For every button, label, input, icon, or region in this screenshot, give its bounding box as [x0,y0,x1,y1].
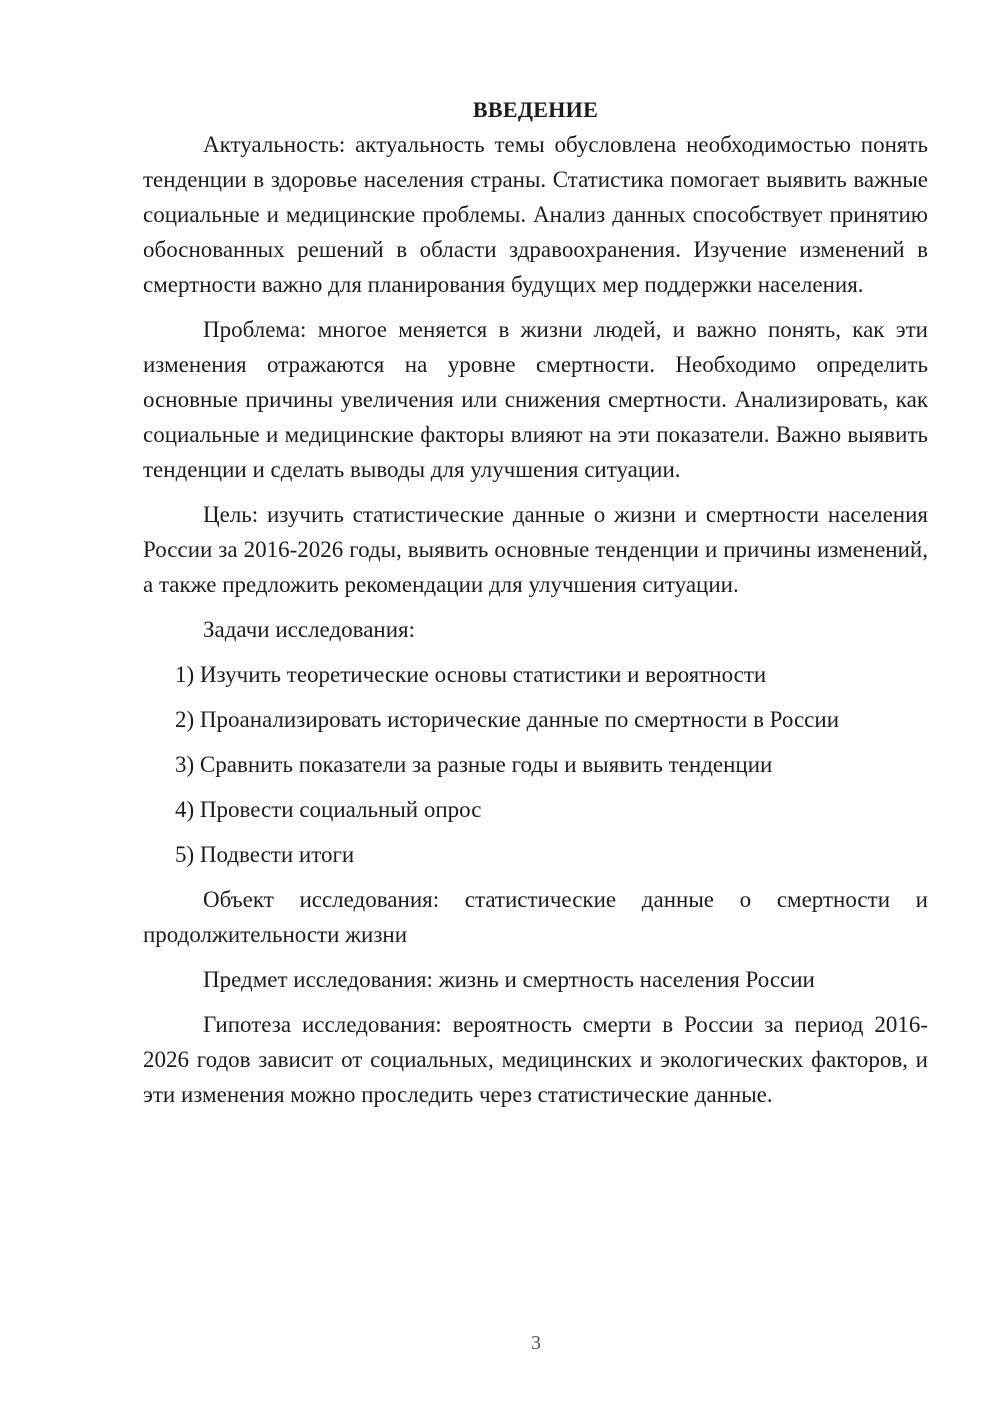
paragraph-object: Объект исследования: статистические данные о смертности и продолжительности жизни [143,887,928,947]
tasks-list [143,657,928,872]
page-number: 3 [531,1332,541,1354]
paragraph-relevance: Актуальность: актуальность темы обусловлена необходимостью понять тенденции в здоровье населения страны. Статистика помогает выявить важные социальные и медицинские проблемы. Анализ данных способствует принятию обоснованных решений в области здравоохранения. Изучение изменений в смертности важно для планирования будущих мер поддержки населения. [143,132,928,297]
task-item-2: 2) Проанализировать исторические данные по смертности в России [175,707,840,732]
document-page [143,92,928,1112]
task-item-4: 4) Провести социальный опрос [175,797,482,822]
paragraph-subject: Предмет исследования: жизнь и смертность населения России [203,967,815,992]
task-item-3: 3) Сравнить показатели за разные годы и выявить тенденции [175,752,773,777]
task-item-5: 5) Подвести итоги [175,842,355,867]
task-item-1: 1) Изучить теоретические основы статистики и вероятности [175,662,767,687]
paragraph-goal: Цель: изучить статистические данные о жизни и смертности населения России за 2016-2026 годы, выявить основные тенденции и причины изменений, а также предложить рекомендации для улучшения ситуации. [143,502,928,597]
paragraph-hypothesis: Гипотеза исследования: вероятность смерти в России за период 2016-2026 годов зависит от социальных, медицинских и экологических факторов, и эти изменения можно проследить через статистические данные. [143,1012,928,1107]
section-heading: ВВЕДЕНИЕ [472,97,599,122]
paragraph-problem: Проблема: многое меняется в жизни людей, и важно понять, как эти изменения отражаются на уровне смертности. Необходимо определить основные причины увеличения или снижения смертности. Анализировать, как социальные и медицинские факторы влияют на эти показатели. Важно выявить тенденции и сделать выводы для улучшения ситуации. [143,317,928,482]
tasks-title: Задачи исследования: [203,617,416,642]
